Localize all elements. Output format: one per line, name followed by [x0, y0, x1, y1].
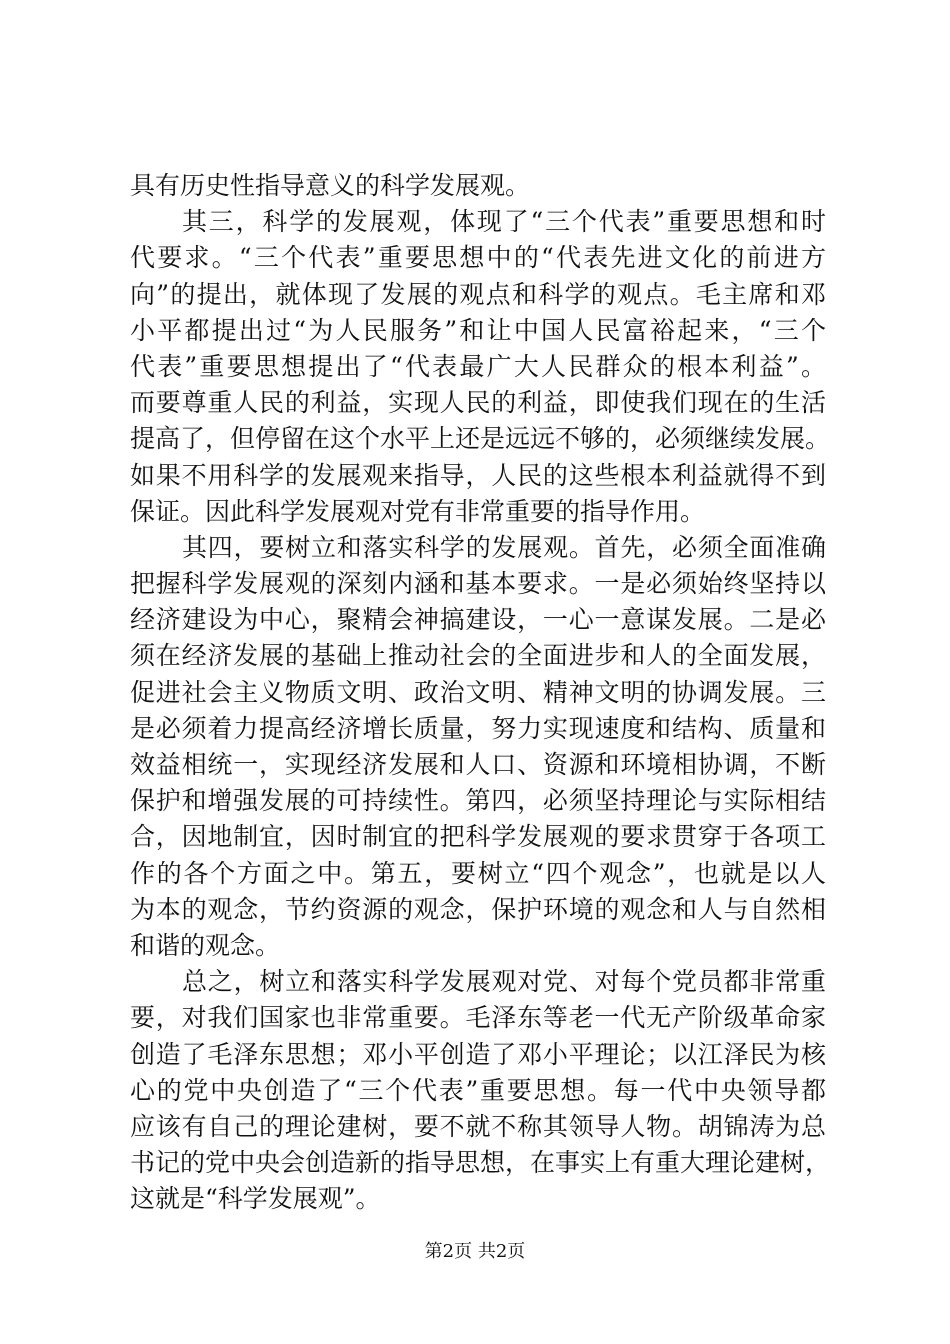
text-line: 为本的观念，节约资源的观念，保护环境的观念和人与自然相 — [130, 894, 826, 924]
text-line: 须在经济发展的基础上推动社会的全面进步和人的全面发展， — [130, 641, 826, 671]
text-line: 代要求。“三个代表”重要思想中的“代表先进文化的前进方 — [130, 243, 826, 273]
text-line: 要，对我们国家也非常重要。毛泽东等老一代无产阶级革命家 — [130, 1003, 826, 1033]
text-line: 而要尊重人民的利益，实现人民的利益，即使我们现在的生活 — [130, 388, 826, 418]
page-footer — [0, 1240, 950, 1264]
text-line: 这就是“科学发展观”。 — [130, 1184, 381, 1214]
text-line: 经济建设为中心，聚精会神搞建设，一心一意谋发展。二是必 — [130, 605, 826, 635]
text-line: 总之，树立和落实科学发展观对党、对每个党员都非常重 — [182, 967, 826, 997]
text-line: 和谐的观念。 — [130, 930, 281, 960]
paragraph-continuation — [130, 168, 826, 204]
text-line: 应该有自己的理论建树，要不就不称其领导人物。胡锦涛为总 — [130, 1111, 826, 1141]
text-line: 小平都提出过“为人民服务”和让中国人民富裕起来，“三个 — [130, 315, 826, 345]
text-line: 如果不用科学的发展观来指导，人民的这些根本利益就得不到 — [130, 460, 826, 490]
paragraph-point-three — [130, 204, 831, 530]
text-line: 保护和增强发展的可持续性。第四，必须坚持理论与实际相结 — [130, 786, 826, 816]
text-line: 是必须着力提高经济增长质量，努力实现速度和结构、质量和 — [130, 713, 826, 743]
text-line: 其四，要树立和落实科学的发展观。首先，必须全面准确 — [182, 532, 826, 562]
text-line: 作的各个方面之中。第五，要树立“四个观念”，也就是以人 — [130, 858, 826, 888]
text-line: 创造了毛泽东思想；邓小平创造了邓小平理论；以江泽民为核 — [130, 1039, 826, 1069]
page-number: 第2页 共2页 — [424, 1241, 526, 1262]
text-line: 保证。因此科学发展观对党有非常重要的指导作用。 — [130, 496, 706, 526]
document-body — [130, 168, 831, 1217]
paragraph-conclusion — [130, 964, 831, 1217]
text-line: 促进社会主义物质文明、政治文明、精神文明的协调发展。三 — [130, 677, 826, 707]
text-line: 心的党中央创造了“三个代表”重要思想。每一代中央领导都 — [130, 1075, 826, 1105]
text-line: 向”的提出，就体现了发展的观点和科学的观点。毛主席和邓 — [130, 279, 826, 309]
paragraph-point-four — [130, 530, 826, 964]
text-line: 效益相统一，实现经济发展和人口、资源和环境相协调，不断 — [130, 750, 826, 779]
text-line: 具有历史性指导意义的科学发展观。 — [130, 171, 531, 200]
text-line: 代表”重要思想提出了“代表最广大人民群众的根本利益”。 — [130, 351, 826, 381]
text-line: 书记的党中央会创造新的指导思想，在事实上有重大理论建树， — [130, 1148, 831, 1178]
text-line: 提高了，但停留在这个水平上还是远远不够的，必须继续发展。 — [130, 424, 831, 454]
text-line: 合，因地制宜，因时制宜的把科学发展观的要求贯穿于各项工 — [130, 822, 826, 852]
text-line: 把握科学发展观的深刻内涵和基本要求。一是必须始终坚持以 — [130, 569, 826, 599]
text-line: 其三，科学的发展观，体现了“三个代表”重要思想和时 — [182, 207, 826, 237]
